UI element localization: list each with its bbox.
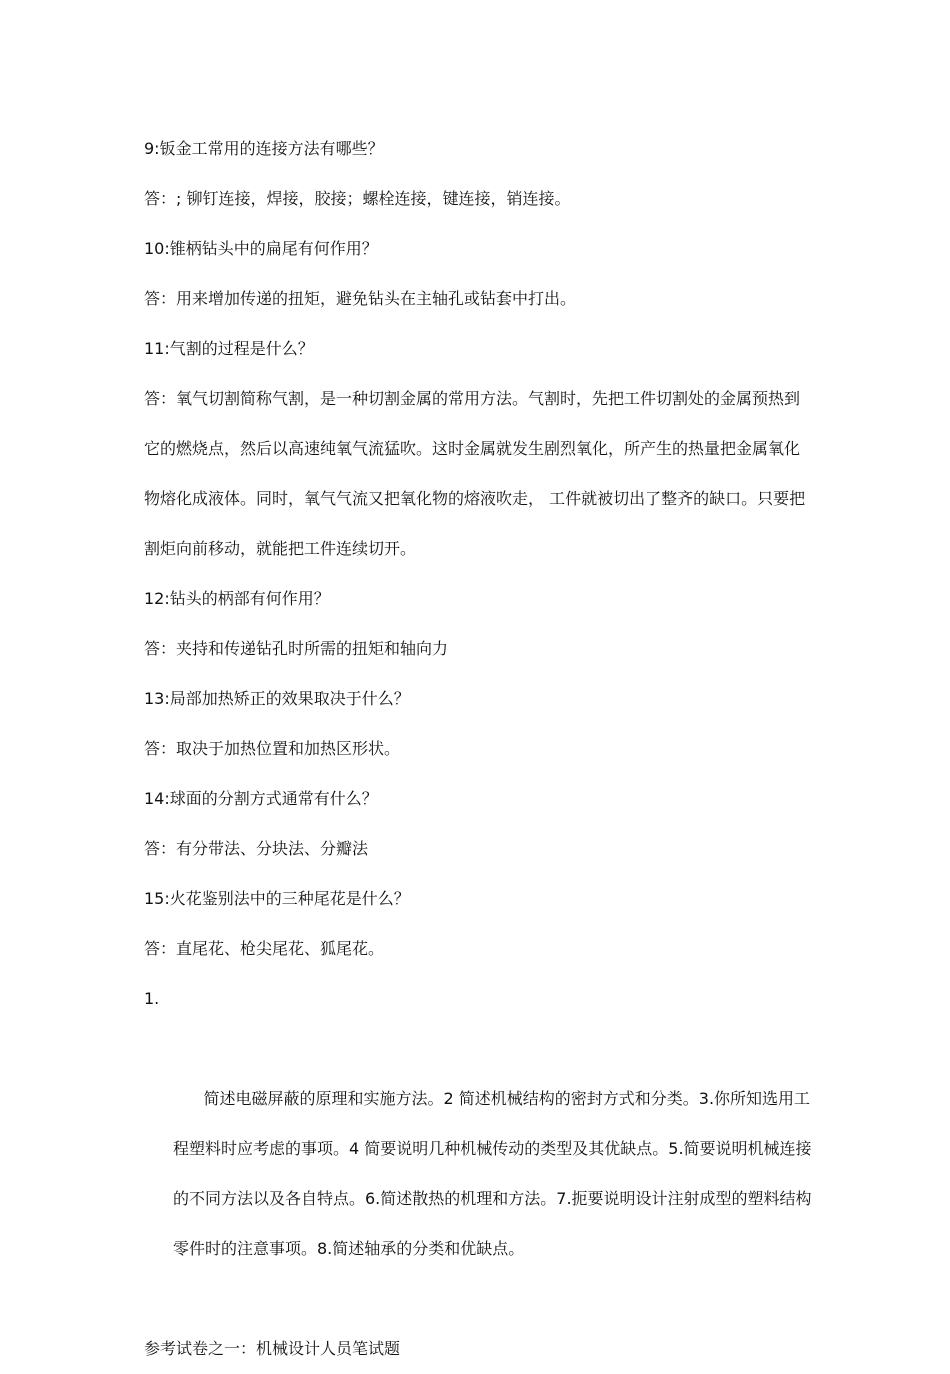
answer-9: 答：; 铆钉连接，焊接，胶接；螺栓连接，键连接，销连接。: [144, 189, 571, 208]
list-item-text: 简述电磁屏蔽的原理和实施方法。2 简述机械结构的密封方式和分类。3.你所知选用工程塑料时应考虑的事项。4 简要说明几种机械传动的类型及其优缺点。5.简要说明机械连接的不同方法以及各自特点。6.简述散热的机理和方法。7.扼要说明设计注射成型的塑料结构零件时的注意事项。8.简述轴承的分类和优缺点。: [173, 1089, 812, 1258]
question-14: 14:球面的分割方式通常有什么？: [144, 789, 378, 808]
answer-12: 答：夹持和传递钻孔时所需的扭矩和轴向力: [144, 639, 449, 658]
question-13: 13:局部加热矫正的效果取决于什么？: [144, 689, 410, 708]
answer-11: 答：氧气切割简称气割，是一种切割金属的常用方法。气割时，先把工件切割处的金属预热到它的燃烧点，然后以高速纯氧气流猛吹。这时金属就发生剧烈氧化，所产生的热量把金属氧化物熔化成液体。同时，氧气气流又把氧化物的熔液吹走， 工件就被切出了整齐的缺口。只要把割炬向前移动，就能把工件连续切开。: [144, 389, 806, 558]
question-10: 10:锥柄钻头中的扁尾有何作用？: [144, 239, 378, 258]
question-11: 11:气割的过程是什么？: [144, 339, 314, 358]
answer-13: 答：取决于加热位置和加热区形状。: [144, 739, 401, 758]
answer-15: 答：直尾花、枪尖尾花、狐尾花。: [144, 939, 385, 958]
answer-10: 答：用来增加传递的扭矩，避免钻头在主轴孔或钻套中打出。: [144, 289, 577, 308]
answer-14: 答：有分带法、分块法、分瓣法: [144, 839, 369, 858]
list-number: 1.: [144, 989, 160, 1008]
closing-line: 参考试卷之一：机械设计人员笔试题: [144, 1339, 401, 1358]
numbered-list-item: [144, 974, 814, 1324]
question-15: 15:火花鉴别法中的三种尾花是什么？: [144, 889, 410, 908]
question-9: 9:钣金工常用的连接方法有哪些？: [144, 139, 384, 158]
question-12: 12:钻头的柄部有何作用？: [144, 589, 330, 608]
document-body: [144, 124, 814, 1374]
